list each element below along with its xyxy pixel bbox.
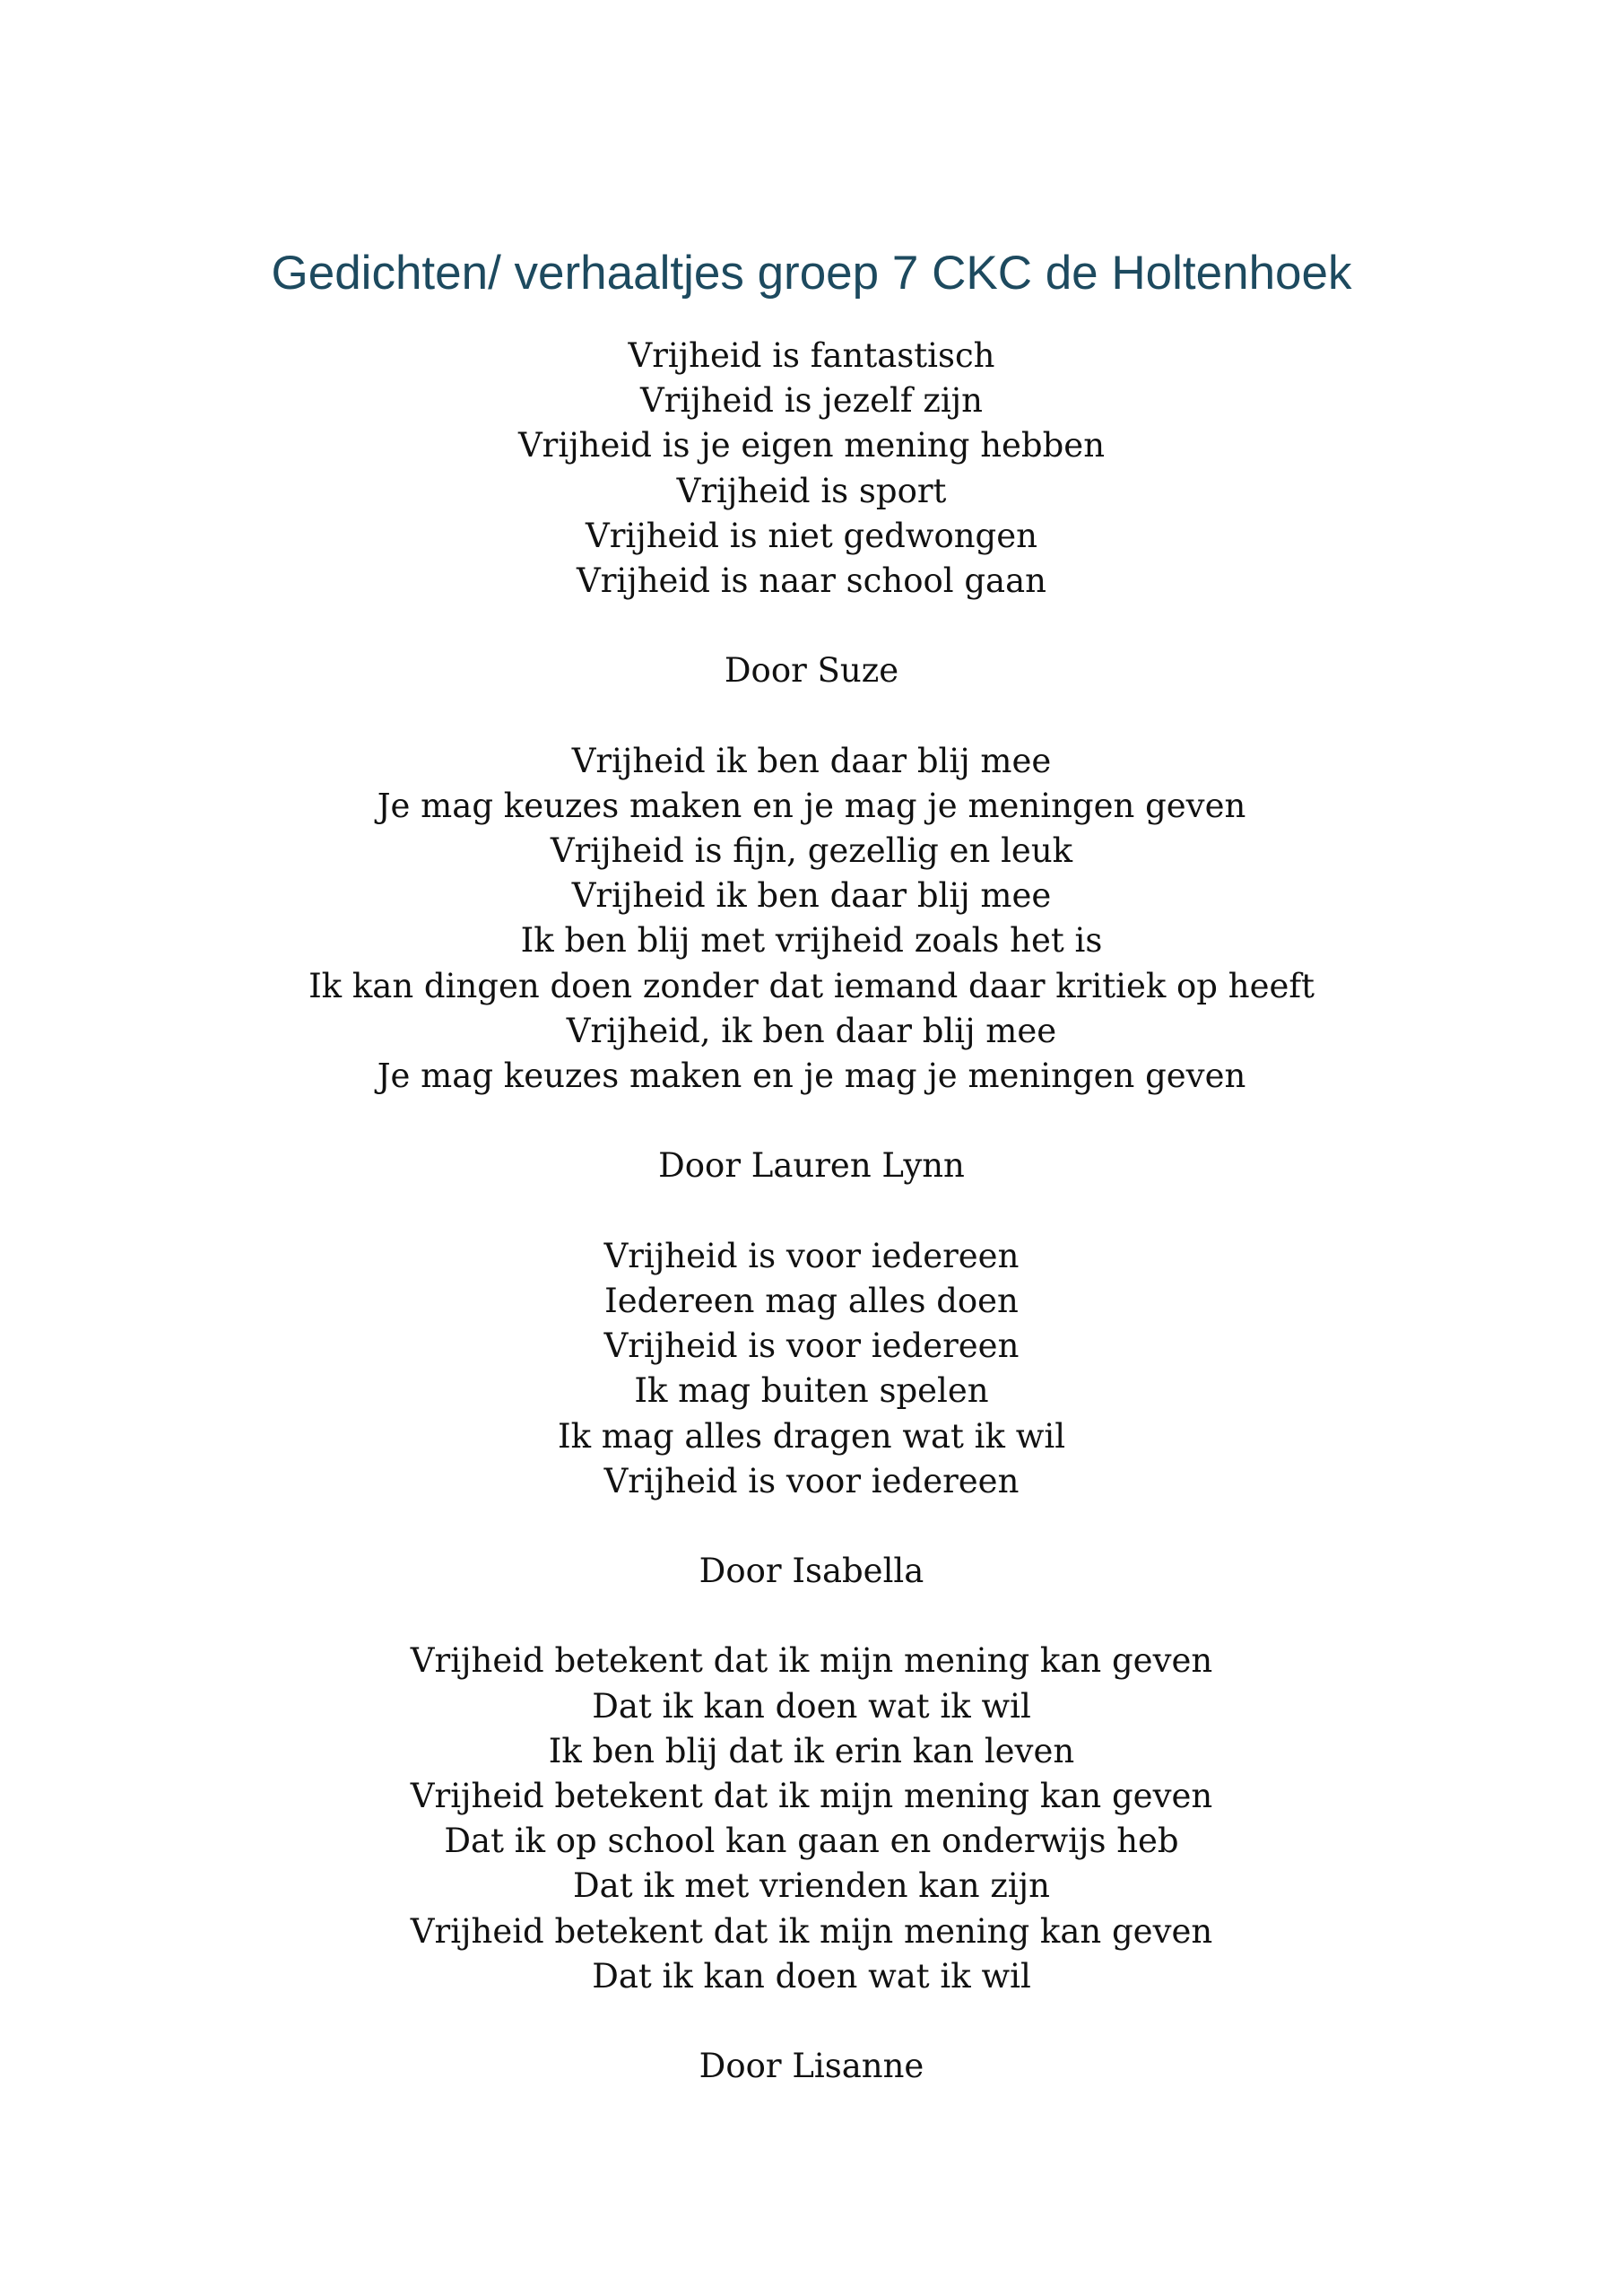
poem-author: Door Isabella (699, 1552, 924, 1591)
poem-line: Dat ik op school kan gaan en onderwijs heb (444, 1822, 1179, 1861)
poem-line: Vrijheid is fijn, gezellig en leuk (550, 831, 1073, 871)
poem-line: Ik kan dingen doen zonder dat iemand daar kritiek op heeft (308, 966, 1315, 1005)
stanza-gap (0, 1504, 1623, 1549)
poem-line: Vrijheid is je eigen mening hebben (517, 426, 1106, 465)
poem-lisanne (0, 1639, 1623, 2089)
poem-line: Vrijheid is voor iedereen (603, 1236, 1020, 1275)
poem-lauren-lynn (0, 739, 1623, 1234)
page-title: Gedichten/ verhaaltjes groep 7 CKC de Holtenhoek (271, 247, 1352, 300)
poem-line: Ik ben blij met vrijheid zoals het is (520, 921, 1103, 961)
poem-author: Door Lisanne (699, 2047, 924, 2086)
poem-line: Vrijheid is niet gedwongen (586, 516, 1037, 555)
poem-isabella (0, 1234, 1623, 1639)
stanza-gap (0, 604, 1623, 648)
poem-line: Dat ik kan doen wat ik wil (592, 1686, 1031, 1726)
poem-author: Door Suze (724, 651, 899, 691)
poem-line: Iedereen mag alles doen (604, 1281, 1019, 1320)
poem-line: Vrijheid ik ben daar blij mee (571, 876, 1052, 916)
poem-line: Dat ik met vrienden kan zijn (572, 1866, 1050, 1906)
poem-suze (0, 334, 1623, 739)
poem-line: Vrijheid betekent dat ik mijn mening kan geven (410, 1641, 1213, 1681)
stanza-gap (0, 694, 1623, 739)
poem-line: Vrijheid is jezelf zijn (640, 381, 983, 421)
poem-line: Vrijheid ik ben daar blij mee (571, 741, 1052, 780)
poem-author: Door Lauren Lynn (658, 1146, 965, 1186)
stanza-gap (0, 1594, 1623, 1639)
stanza-gap (0, 1099, 1623, 1144)
poem-line: Je mag keuzes maken en je mag je meningen geven (377, 786, 1246, 825)
poem-line: Vrijheid, ik ben daar blij mee (566, 1011, 1057, 1050)
poem-line: Vrijheid is voor iedereen (603, 1461, 1020, 1500)
poem-line: Ik mag buiten spelen (634, 1371, 989, 1411)
poem-line: Ik mag alles dragen wat ik wil (557, 1416, 1066, 1456)
poem-line: Dat ik kan doen wat ik wil (592, 1956, 1031, 1996)
poem-line: Je mag keuzes maken en je mag je meningen geven (377, 1057, 1246, 1095)
poem-line: Vrijheid is naar school gaan (576, 561, 1047, 600)
poem-collection (0, 334, 1623, 2089)
poem-line: Vrijheid is fantastisch (628, 336, 995, 375)
poem-line: Vrijheid is voor iedereen (603, 1326, 1020, 1366)
poem-line: Ik ben blij dat ik erin kan leven (548, 1731, 1075, 1770)
poem-line: Vrijheid betekent dat ik mijn mening kan geven (410, 1911, 1213, 1951)
stanza-gap (0, 1999, 1623, 2044)
poem-line: Vrijheid betekent dat ik mijn mening kan geven (410, 1777, 1213, 1815)
stanza-gap (0, 1189, 1623, 1234)
poem-line: Vrijheid is sport (676, 471, 947, 510)
